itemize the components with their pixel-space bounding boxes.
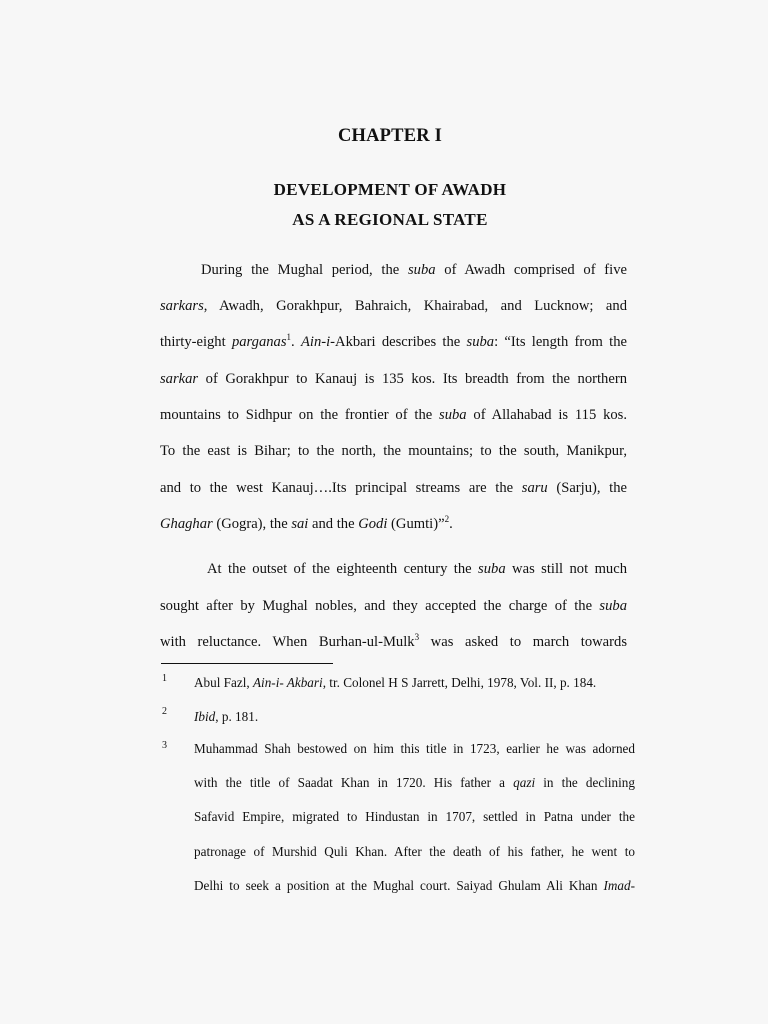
text-run: with the title of Saadat Khan in 1720. His father a xyxy=(194,775,514,790)
text-line xyxy=(160,405,627,425)
italic-term: suba xyxy=(478,561,506,577)
text-run: Abul Fazl, xyxy=(194,675,253,690)
text-run: : “Its length from the xyxy=(494,334,627,350)
text-run: sought after by Mughal nobles, and they accepted the charge of the xyxy=(160,598,600,614)
footnote-ref: 1 xyxy=(286,332,292,342)
italic-term: Ghaghar xyxy=(160,516,213,532)
text-run: and to the west Kanauj….Its principal streams are the xyxy=(160,480,522,496)
text-line xyxy=(160,596,627,616)
footnote-ref: 2 xyxy=(444,514,450,524)
text-run: of Gorakhpur to Kanauj is 135 kos. Its breadth from the northern xyxy=(198,371,627,387)
text-run: At the outset of the eighteenth century the xyxy=(207,561,479,577)
footnote-text xyxy=(194,673,635,693)
italic-term: sarkars xyxy=(160,298,204,314)
footnote-number: 1 xyxy=(162,673,167,684)
text-run: with reluctance. When Burhan-ul-Mulk xyxy=(160,634,415,650)
text-run: of Awadh comprised of five xyxy=(435,262,627,278)
italic-term: suba xyxy=(407,262,436,278)
text-run: , p. 181. xyxy=(215,709,259,724)
italic-term: qazi xyxy=(513,775,536,790)
footnote-number: 2 xyxy=(162,706,167,717)
text-run: Delhi to seek a position at the Mughal court. Saiyad Ghulam Ali Khan xyxy=(194,878,604,893)
text-run: , Awadh, Gorakhpur, Bahraich, Khairabad, and Lucknow; and xyxy=(203,298,627,314)
text-run: Akbari describes the xyxy=(335,334,467,350)
text-run: was still not much xyxy=(505,561,627,577)
text-line xyxy=(160,632,627,652)
text-line xyxy=(160,559,627,579)
footnote-text xyxy=(194,707,635,727)
text-run: of Allahabad is 115 kos. xyxy=(466,407,627,423)
text-line xyxy=(160,296,627,316)
text-line xyxy=(160,332,627,352)
text-line xyxy=(160,514,627,534)
text-run: . xyxy=(291,334,301,350)
text-run: mountains to Sidhpur on the frontier of the xyxy=(160,407,440,423)
text-run: During the Mughal period, the xyxy=(201,262,408,278)
italic-term: Ain-i- xyxy=(300,334,336,350)
italic-term: suba xyxy=(466,334,495,350)
italic-term: Godi xyxy=(358,516,388,532)
footnote-separator xyxy=(161,663,333,664)
italic-term: parganas xyxy=(231,334,287,350)
text-run: thirty-eight xyxy=(160,334,232,350)
footnote-ref: 3 xyxy=(414,632,420,642)
footnote-text: patronage of Murshid Quli Khan. After the death of his father, he went to xyxy=(194,844,635,859)
text-line xyxy=(160,478,627,498)
text-run: (Gumti)” xyxy=(387,516,445,532)
italic-term: sai xyxy=(291,516,309,532)
footnote-text xyxy=(194,876,635,896)
text-run: in the declining xyxy=(535,775,635,790)
text-run: and the xyxy=(308,516,359,532)
text-line xyxy=(160,260,627,280)
text-run: (Sarju), the xyxy=(547,480,627,496)
footnote-text: Muhammad Shah bestowed on him this title in 1723, earlier he was adorned xyxy=(194,741,635,756)
text-run: . xyxy=(449,516,453,532)
italic-term: Imad- xyxy=(603,878,635,893)
text-run: was asked to march towards xyxy=(419,634,627,650)
italic-term: saru xyxy=(521,480,548,496)
italic-term: sarkar xyxy=(160,371,199,387)
text-line xyxy=(160,369,627,389)
italic-term: suba xyxy=(599,598,627,614)
footnote-text xyxy=(194,773,635,793)
chapter-title-line-1: DEVELOPMENT OF AWADH xyxy=(273,180,507,199)
italic-term: suba xyxy=(439,407,467,423)
italic-term: Ain-i- Akbari xyxy=(252,675,323,690)
chapter-number: CHAPTER I xyxy=(337,126,443,146)
text-line: To the east is Bihar; to the north, the mountains; to the south, Manikpur, xyxy=(160,443,627,459)
chapter-title-line-2: AS A REGIONAL STATE xyxy=(292,210,488,229)
text-run: , tr. Colonel H S Jarrett, Delhi, 1978, Vol. II, p. 184. xyxy=(322,675,597,690)
footnote-number: 3 xyxy=(162,740,167,751)
text-run: (Gogra), the xyxy=(212,516,292,532)
italic-term: Ibid xyxy=(194,709,216,724)
footnote-text: Safavid Empire, migrated to Hindustan in 1707, settled in Patna under the xyxy=(194,809,635,824)
